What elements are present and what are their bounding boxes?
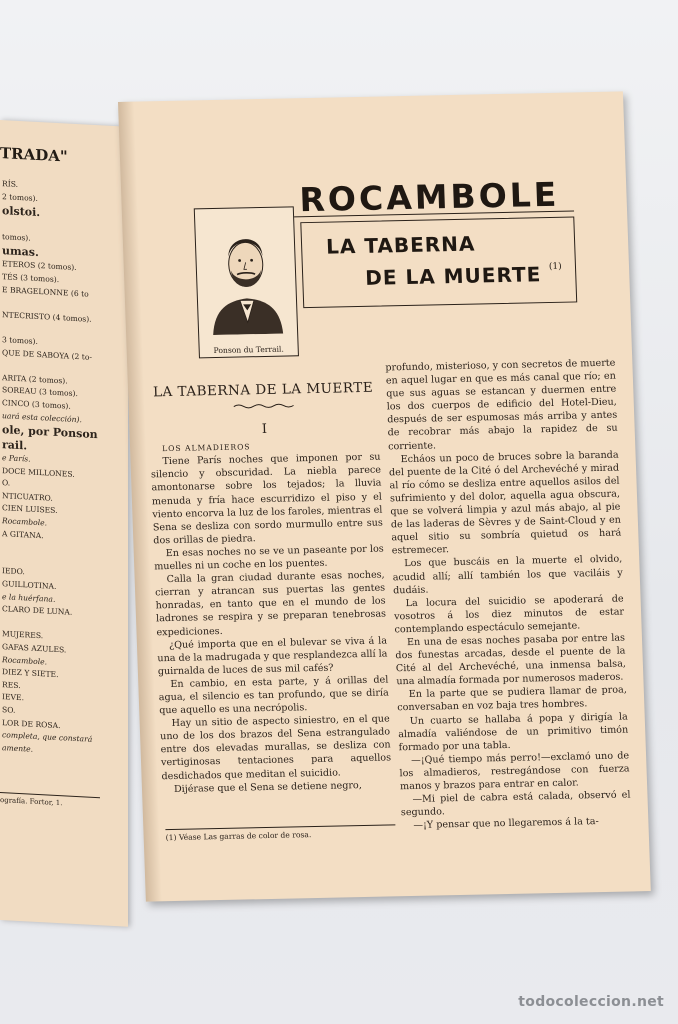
paragraph: Echáos un poco de bruces sobre la baranda del puente de la Cité ó del Archevéché y mirad al río cómo se desliza entre aquellos asilos del sufrimiento y del dolor, aquella agua obscura, que se volverá limpia y azul más abajo, al pie de las laderas de Sèvres y de Saint-Cloud y en aquel sitio su sombría quietud os hará estremecer. xyxy=(388,449,622,557)
catalog-line: O. xyxy=(2,478,11,488)
left-page xyxy=(0,120,128,927)
catalog-line: RES. xyxy=(2,679,21,690)
paragraph: Calla la gran ciudad durante esas noches, cierran y atrancan sus puertas las gentes honradas, en tanto que en el mundo de los ladrones se respira y se preparan tenebrosas expediciones. xyxy=(154,569,387,638)
catalog-line: DIEZ Y SIETE. xyxy=(2,667,59,680)
catalog-line: umas. xyxy=(2,244,39,260)
catalog-line: rail. xyxy=(2,438,28,453)
catalog-line: DOCE MILLONES. xyxy=(2,465,75,479)
portrait-caption: Ponson du Terrail. xyxy=(213,344,284,356)
paragraph: profundo, misterioso, y con secretos de muerte en aquel lugar en que es más canal que río; en que sus aguas se estancan y duermen entre los dos cuerpos de edificio del Hotel-Dieu, después de ser espumosas más arriba y antes de recobrar más abajo la rapidez de su corriente. xyxy=(385,357,618,452)
catalog-line: NTICUATRO. xyxy=(2,490,53,503)
paragraph: Los que buscáis en la muerte el olvido, acudid allí; allí también los que vaciláis y dudáis. xyxy=(392,553,623,596)
catalog-line: SOREAU (3 tomos). xyxy=(2,385,78,399)
catalog-line: completa, que constará xyxy=(2,730,93,744)
paragraph: Dijérase que el Sena se detiene negro, xyxy=(173,779,362,795)
paragraph: —Mi piel de cabra está calada, observó el segundo. xyxy=(400,789,631,819)
catalog-line: IEDO. xyxy=(2,566,25,577)
catalog-line: MUJERES. xyxy=(2,629,44,641)
catalog-line: TÉS (3 tomos). xyxy=(2,272,60,285)
author-portrait xyxy=(194,206,299,358)
paragraph: Un cuarto se hallaba á popa y dirigía la almadía valiéndose de un primitivo timón formado por una tabla. xyxy=(398,710,629,753)
catalog-line: amente. xyxy=(2,742,34,754)
catalog-line: E BRAGELONNE (6 to xyxy=(2,284,89,299)
catalog-line: IEVE. xyxy=(2,692,24,703)
catalog-line: NTECRISTO (4 tomos). xyxy=(2,309,92,324)
left-page-catalog xyxy=(2,178,124,761)
paragraph: En esas noches no se ve un paseante por los muelles ni un coche en los puentes. xyxy=(154,543,384,573)
watermark-logo: todocoleccion.net xyxy=(518,994,664,1010)
catalog-line: uará esta colección). xyxy=(2,410,82,424)
chapter-number: I xyxy=(261,422,268,438)
subtitle-box xyxy=(300,216,577,308)
paragraph: En una de esas noches pasaba por entre las dos funestas arcadas, desde el puente de la Cité al del Archevéché, una inmensa balsa, una almadía formada por numerosos maderos. xyxy=(395,632,627,688)
catalog-line: 2 tomos). xyxy=(2,191,38,203)
subtitle-line-1: LA TABERNA xyxy=(325,231,476,259)
catalog-line: olstoi. xyxy=(2,204,41,220)
paragraph: —¡Y pensar que no llegaremos á la ta- xyxy=(413,816,599,832)
catalog-line: CIEN LUISES. xyxy=(2,503,58,516)
catalog-line: RÍS. xyxy=(2,179,19,189)
catalog-line: ARITA (2 tomos). xyxy=(2,372,68,386)
catalog-line: Rocambole. xyxy=(2,654,48,667)
portrait-engraving xyxy=(199,211,293,335)
catalog-line: ETEROS (2 tomos). xyxy=(2,259,77,273)
catalog-line: QUE DE SABOYA (2 to- xyxy=(2,347,92,362)
catalog-line: GUILLOTINA. xyxy=(2,579,57,591)
left-page-footer: ografía. Fortor, 1. xyxy=(0,792,100,809)
paragraph: La locura del suicidio se apoderará de vosotros á los diez minutos de estar contemplando espectáculo semejante. xyxy=(393,593,625,636)
page-title: ROCAMBOLE xyxy=(298,174,560,220)
catalog-line: CLARO DE LUNA. xyxy=(2,604,73,618)
catalog-line: e la huérfana. xyxy=(2,591,56,604)
text-column-left xyxy=(148,379,392,796)
paragraph: Hay un sitio de aspecto siniestro, en el que uno de los dos brazos del Sena estrangulado entre dos elevadas murallas, se desliza con vertiginosas tentaciones para aquellos desdichados que meditan el suicidio. xyxy=(159,713,392,782)
catalog-line: e París. xyxy=(2,453,31,464)
paragraph: ¿Qué importa que en el bulevar se viva á la una de la madrugada y que resplandezca allí la guirnalda de luces de sus mil cafés? xyxy=(157,635,388,678)
catalog-line: A GITANA. xyxy=(2,528,44,540)
text-column-right xyxy=(385,357,631,833)
left-page-heading: TRADA" xyxy=(0,144,68,166)
catalog-line: LOR DE ROSA. xyxy=(2,717,61,730)
catalog-line: CINCO (3 tomos). xyxy=(2,398,71,411)
footnote-marker: (1) xyxy=(548,261,562,273)
paragraph: En la parte que se pudiera llamar de proa, conversaban en voz baja tres hombres. xyxy=(397,684,627,714)
footnote: (1) Véase Las garras de color de rosa. xyxy=(165,824,395,842)
section-title: LA TABERNA DE LA MUERTE xyxy=(152,379,374,401)
chapter-title: LOS ALMADIEROS xyxy=(161,442,251,454)
catalog-line: GAFAS AZULES. xyxy=(2,642,67,655)
catalog-line: 3 tomos). xyxy=(2,335,38,346)
catalog-line: ole, por Ponson xyxy=(2,423,98,442)
right-page xyxy=(118,91,651,901)
catalog-line: SO. xyxy=(2,705,16,715)
subtitle-line-2: DE LA MUERTE xyxy=(364,262,542,290)
paragraph: En cambio, en esta parte, y á orillas del agua, el silencio es tan profundo, que se diría que aquello es una necrópolis. xyxy=(158,674,389,717)
catalog-line: Rocambole. xyxy=(2,516,48,528)
ornament-divider xyxy=(234,402,294,409)
paragraph: Tiene París noches que imponen por su silencio y obscuridad. La niebla parece amontonarse sobre los tejados; la lluvia menuda y fría hace escurridizo el piso y el viento encorva la luz de los faroles, mientras el Sena se desliza con sordo murmullo entre sus dos orillas de piedra. xyxy=(150,451,384,547)
catalog-line: tomos). xyxy=(2,231,31,243)
paragraph: —¡Qué tiempo más perro!—exclamó uno de los almadieros, restregándose con fuerza manos y brazos para entrar en calor. xyxy=(399,750,630,793)
